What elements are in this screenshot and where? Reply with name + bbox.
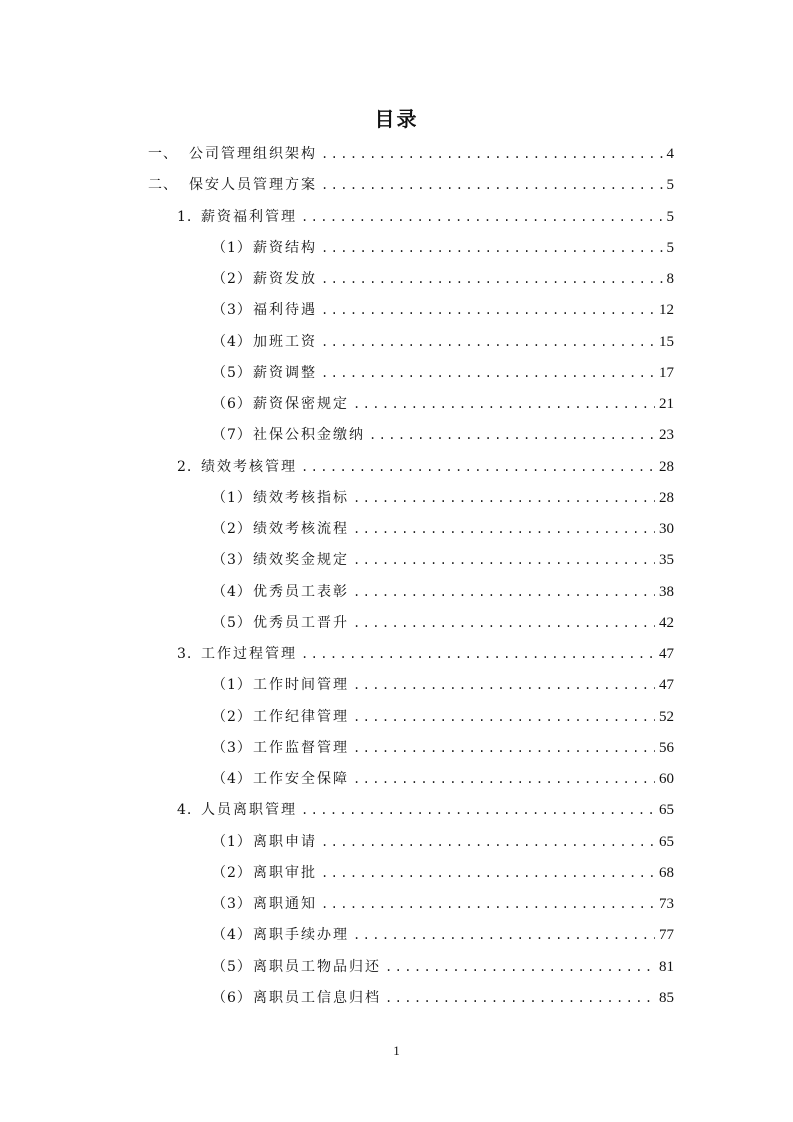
toc-entry-label[interactable]: 离职审批 [253, 864, 317, 881]
toc-entry-page-number[interactable]: 56 [659, 739, 674, 756]
toc-entry-page-number[interactable]: 42 [659, 614, 674, 631]
toc-entry-page-number[interactable]: 15 [659, 333, 674, 350]
toc-entry-label[interactable]: 薪资福利管理 [201, 208, 297, 225]
toc-entry[interactable] [177, 799, 674, 821]
toc-entry-label[interactable]: 绩效考核管理 [201, 458, 297, 475]
toc-dot-leader [321, 237, 663, 259]
toc-entry[interactable] [177, 456, 674, 478]
toc-entry[interactable] [148, 174, 674, 196]
toc-entry-number: （5） [212, 364, 252, 381]
toc-entry-page-number[interactable]: 5 [666, 208, 674, 225]
toc-dot-leader [301, 799, 655, 821]
toc-dot-leader [321, 862, 655, 884]
toc-entry-number: （2） [212, 271, 252, 287]
toc-entry-number: （6） [212, 396, 252, 412]
toc-entry-label[interactable]: 薪资结构 [253, 239, 317, 256]
toc-entry-number: 3. [177, 646, 193, 662]
toc-entry-label[interactable]: 薪资发放 [253, 271, 317, 287]
toc-entry-page-number[interactable]: 17 [659, 364, 674, 381]
toc-dot-leader [353, 393, 655, 415]
toc-entry[interactable] [177, 643, 674, 665]
toc-entry[interactable] [148, 143, 674, 165]
toc-entry-number: （4） [212, 583, 252, 600]
toc-entry-page-number[interactable]: 5 [666, 239, 674, 256]
toc-entry[interactable] [212, 737, 674, 759]
toc-entry-number: （2） [212, 521, 252, 537]
toc-entry[interactable] [212, 956, 674, 978]
toc-entry[interactable] [212, 487, 674, 509]
toc-entry[interactable] [212, 987, 674, 1009]
toc-entry-label[interactable]: 人员离职管理 [201, 802, 297, 819]
toc-dot-leader [301, 643, 655, 665]
toc-entry-page-number[interactable]: 4 [666, 146, 674, 162]
toc-entry-page-number[interactable]: 85 [659, 989, 674, 1006]
toc-entry[interactable] [212, 518, 674, 540]
toc-entry-number: （4） [212, 771, 252, 787]
toc-entry-label[interactable]: 离职员工物品归还 [253, 958, 381, 975]
toc-dot-leader [321, 299, 655, 321]
toc-dot-leader [321, 893, 655, 915]
toc-entry-label[interactable]: 离职手续办理 [253, 927, 349, 944]
toc-entry-label[interactable]: 工作安全保障 [253, 771, 349, 787]
toc-entry-label[interactable]: 优秀员工表彰 [253, 583, 349, 600]
toc-entry-page-number[interactable]: 38 [659, 583, 674, 600]
toc-entry-number: （3） [212, 302, 252, 319]
toc-dot-leader [385, 987, 655, 1009]
toc-entry-page-number[interactable]: 47 [659, 646, 674, 662]
toc-dot-leader [353, 581, 655, 603]
toc-dot-leader [321, 174, 663, 196]
toc-entry-label[interactable]: 绩效奖金规定 [253, 552, 349, 569]
toc-entry-label[interactable]: 离职申请 [253, 833, 317, 850]
toc-entry-page-number[interactable]: 5 [666, 177, 674, 194]
toc-entry-label[interactable]: 社保公积金缴纳 [253, 427, 365, 444]
toc-entry-page-number[interactable]: 65 [659, 833, 674, 850]
toc-entry-number: （3） [212, 739, 252, 756]
toc-entry-number: （1） [212, 833, 252, 850]
toc-dot-leader [301, 456, 655, 478]
toc-entry-number: （4） [212, 927, 252, 944]
toc-entry-number: 二、 [148, 177, 178, 194]
toc-entry[interactable] [212, 581, 674, 603]
toc-entry-label[interactable]: 福利待遇 [253, 302, 317, 319]
toc-title: 目录 [374, 107, 419, 131]
toc-entry-number: 2. [177, 458, 193, 475]
toc-entry[interactable] [212, 831, 674, 853]
toc-entry[interactable] [212, 706, 674, 728]
toc-entry-number: （6） [212, 989, 252, 1006]
toc-entry-number: （3） [212, 552, 252, 569]
toc-entry-page-number[interactable]: 47 [659, 677, 674, 694]
toc-dot-leader [353, 549, 655, 571]
toc-dot-leader [321, 143, 663, 165]
toc-entry-page-number[interactable]: 77 [659, 927, 674, 944]
toc-entry-page-number[interactable]: 28 [659, 458, 674, 475]
toc-entry-page-number[interactable]: 12 [659, 302, 674, 319]
toc-entry-page-number[interactable]: 23 [659, 427, 674, 444]
toc-entry-label[interactable]: 保安人员管理方案 [189, 177, 317, 194]
toc-dot-leader [301, 206, 663, 228]
toc-entry-number: （2） [212, 864, 252, 881]
toc-entry-page-number[interactable]: 60 [659, 771, 674, 787]
toc-entry-label[interactable]: 优秀员工晋升 [253, 614, 349, 631]
toc-dot-leader [385, 956, 655, 978]
toc-entry[interactable] [212, 612, 674, 634]
toc-dot-leader [321, 362, 655, 384]
toc-entry-page-number[interactable]: 28 [659, 489, 674, 506]
toc-entry-label[interactable]: 工作纪律管理 [253, 708, 349, 725]
toc-entry[interactable] [212, 331, 674, 353]
toc-entry-label[interactable]: 绩效考核指标 [253, 489, 349, 506]
toc-entry[interactable] [212, 268, 674, 290]
toc-dot-leader [353, 518, 655, 540]
toc-entry[interactable] [212, 674, 674, 696]
toc-entry[interactable] [212, 299, 674, 321]
toc-entry-number: （5） [212, 958, 252, 975]
toc-entry-number: 4. [177, 802, 193, 819]
toc-entry[interactable] [212, 862, 674, 884]
toc-entry-page-number[interactable]: 68 [659, 864, 674, 881]
toc-entry[interactable] [212, 237, 674, 259]
toc-entry-label[interactable]: 公司管理组织架构 [189, 146, 317, 162]
toc-dot-leader [369, 424, 655, 446]
toc-dot-leader [353, 768, 655, 790]
toc-dot-leader [353, 674, 655, 696]
toc-entry-number: （4） [212, 333, 252, 350]
toc-entry-number: （5） [212, 614, 252, 631]
toc-entry[interactable] [212, 768, 674, 790]
toc-entry[interactable] [177, 206, 674, 228]
toc-entry-page-number[interactable]: 73 [659, 896, 674, 912]
toc-dot-leader [353, 706, 655, 728]
toc-entry-label[interactable]: 离职通知 [253, 896, 317, 912]
toc-dot-leader [353, 737, 655, 759]
toc-entry-label[interactable]: 离职员工信息归档 [253, 989, 381, 1006]
toc-entry[interactable] [212, 924, 674, 946]
toc-entry-number: 1. [177, 208, 193, 225]
toc-entry-label[interactable]: 工作监督管理 [253, 739, 349, 756]
toc-entry-number: （1） [212, 677, 252, 694]
toc-entry-label[interactable]: 绩效考核流程 [253, 521, 349, 537]
toc-entry-number: （1） [212, 239, 252, 256]
toc-entry[interactable] [212, 549, 674, 571]
toc-entry-page-number[interactable]: 52 [659, 708, 674, 725]
toc-dot-leader [321, 268, 663, 290]
toc-dot-leader [321, 331, 655, 353]
toc-entry-number: （2） [212, 708, 252, 725]
toc-entry-page-number[interactable]: 30 [659, 521, 674, 537]
toc-entry-label[interactable]: 薪资保密规定 [253, 396, 349, 412]
toc-entry-number: （1） [212, 489, 252, 506]
toc-entry-number: （7） [212, 427, 252, 444]
toc-entry-label[interactable]: 薪资调整 [253, 364, 317, 381]
toc-entry-page-number[interactable]: 35 [659, 552, 674, 569]
toc-entry[interactable] [212, 393, 674, 415]
toc-entry-page-number[interactable]: 65 [659, 802, 674, 819]
toc-entry-label[interactable]: 工作时间管理 [253, 677, 349, 694]
toc-dot-leader [353, 487, 655, 509]
toc-entry[interactable] [212, 362, 674, 384]
toc-entry-page-number[interactable]: 81 [659, 958, 674, 975]
toc-entry-label[interactable]: 工作过程管理 [201, 646, 297, 662]
toc-entry[interactable] [212, 893, 674, 915]
toc-entry-page-number[interactable]: 21 [659, 396, 674, 412]
toc-entry-page-number[interactable]: 8 [666, 271, 674, 287]
toc-dot-leader [353, 924, 655, 946]
toc-entry[interactable] [212, 424, 674, 446]
toc-entry-number: 一、 [148, 146, 178, 162]
toc-dot-leader [321, 831, 655, 853]
toc-entry-number: （3） [212, 896, 252, 912]
toc-entry-label[interactable]: 加班工资 [253, 333, 317, 350]
toc-dot-leader [353, 612, 655, 634]
page-number-footer: 1 [393, 1043, 400, 1058]
